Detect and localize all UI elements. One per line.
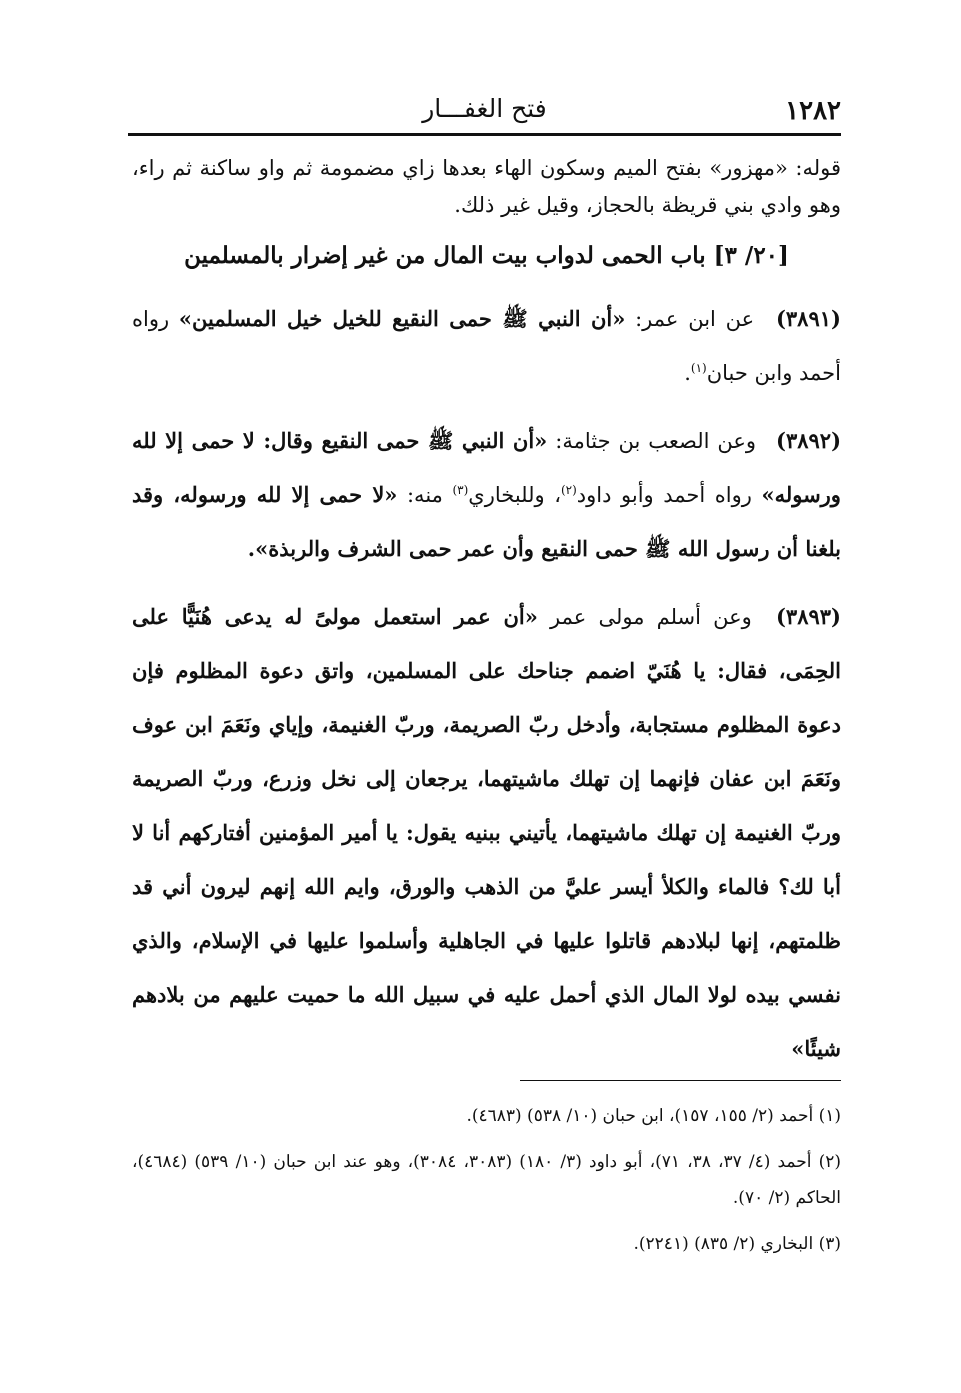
hadith-narrator: عن ابن عمر: — [635, 307, 755, 331]
hadith-3892 — [132, 414, 841, 576]
page-header — [128, 92, 841, 132]
hadith-narrator: وعن أسلم مولى عمر — [550, 605, 752, 629]
header-rule — [128, 133, 841, 136]
hadith-number: (٣٨٩٣) — [775, 604, 841, 629]
running-title: فتح الغفـــار — [422, 94, 547, 123]
hadith-narrator: وعن الصعب بن جثامة: — [555, 429, 757, 453]
hadith-reference: رواه أحمد وابن حبان — [132, 307, 841, 385]
footnote-2: (٢) أحمد (٤/ ٣٧، ٣٨، ٧١)، أبو داود (٣/ ١٨٠) (٣٠٨٣، ٣٠٨٤)، وهو عند ابن حبان (١٠/ ٥٣٩) (٤٦٨٤)، الحاكم (٢/ ٧٠). — [132, 1152, 841, 1208]
hadith-end: . — [684, 361, 691, 385]
footnote-3: (٣) البخاري (٢/ ٨٣٥) (٢٢٤١). — [633, 1234, 841, 1254]
footnote-marker: (١) — [690, 361, 707, 375]
footnote-separator — [520, 1080, 841, 1081]
page-number: ١٢٨٢ — [785, 96, 841, 126]
footnote-marker: (٣) — [452, 483, 469, 497]
hadith-number: (٣٨٩١) — [775, 306, 841, 331]
hadith-text: «أن عمر استعمل مولىً له يدعى هُنَيًّا على الحِمَى، فقال: يا هُنَيّ اضمم جناحك على المسلمين، واتق دعوة المظلوم فإن دعوة المظلوم مستجابة، وأدخل ربّ الصريمة، وربّ الغنيمة، وإياي ونَعَمَ ابن عوف ونَعَمَ ابن عفان فإنهما إن تهلك ماشيتهما، يرجعان إلى نخل وزرع، وربّ الصريمة وربّ الغنيمة إن تهلك ماشيتهما، يأتيني ببنيه يقول: يا أمير المؤمنين أفتاركهم أنا لا أبا لك؟ فالماء والكلأ أيسر عليَّ من الذهب والورق، وايم الله إنهم ليرون أني قد ظلمتهم، إنها لبلادهم قاتلوا عليها في الجاهلية وأسلموا عليها في الإسلام، والذي نفسي بيده لولا المال الذي أحمل عليه في سبيل الله ما حميت عليهم من بلادهم شيئًا» — [132, 604, 841, 1061]
footnote-marker: (٢) — [560, 483, 577, 497]
hadith-reference-2: منه: — [406, 483, 443, 507]
hadith-reference-connector: ، وللبخاري — [468, 483, 561, 507]
intro-paragraph: قوله: «مهزور» بفتح الميم وسكون الهاء بعدها زاي مضمومة ثم واو ساكنة ثم راء، وهو وادي بني قريظة بالحجاز، وقيل غير ذلك. — [132, 156, 841, 217]
hadith-3893 — [132, 590, 841, 1076]
hadith-text: «أن النبي ﷺ حمى النقيع للخيل خيل المسلمين» — [178, 306, 626, 331]
hadith-text-2: «لا حمى إلا لله ورسوله، وقد بلغنا أن رسول الله ﷺ حمى النقيع وأن عمر حمى الشرف والربذة». — [132, 482, 841, 561]
hadith-reference: رواه أحمد وأبو داود — [576, 483, 752, 507]
hadith-text: «أن النبي ﷺ حمى النقيع وقال: لا حمى إلا لله ورسوله» — [132, 428, 841, 507]
footnotes — [132, 1098, 841, 1272]
main-text — [132, 150, 841, 1090]
section-heading: [٢٠/ ٣] باب الحمى لدواب بيت المال من غير إضرار بالمسلمين — [184, 242, 789, 269]
hadith-3891 — [132, 292, 841, 400]
footnote-1: (١) أحمد (٢/ ١٥٥، ١٥٧)، ابن حبان (١٠/ ٥٣٨) (٤٦٨٣). — [466, 1106, 841, 1126]
hadith-number: (٣٨٩٢) — [776, 428, 842, 453]
